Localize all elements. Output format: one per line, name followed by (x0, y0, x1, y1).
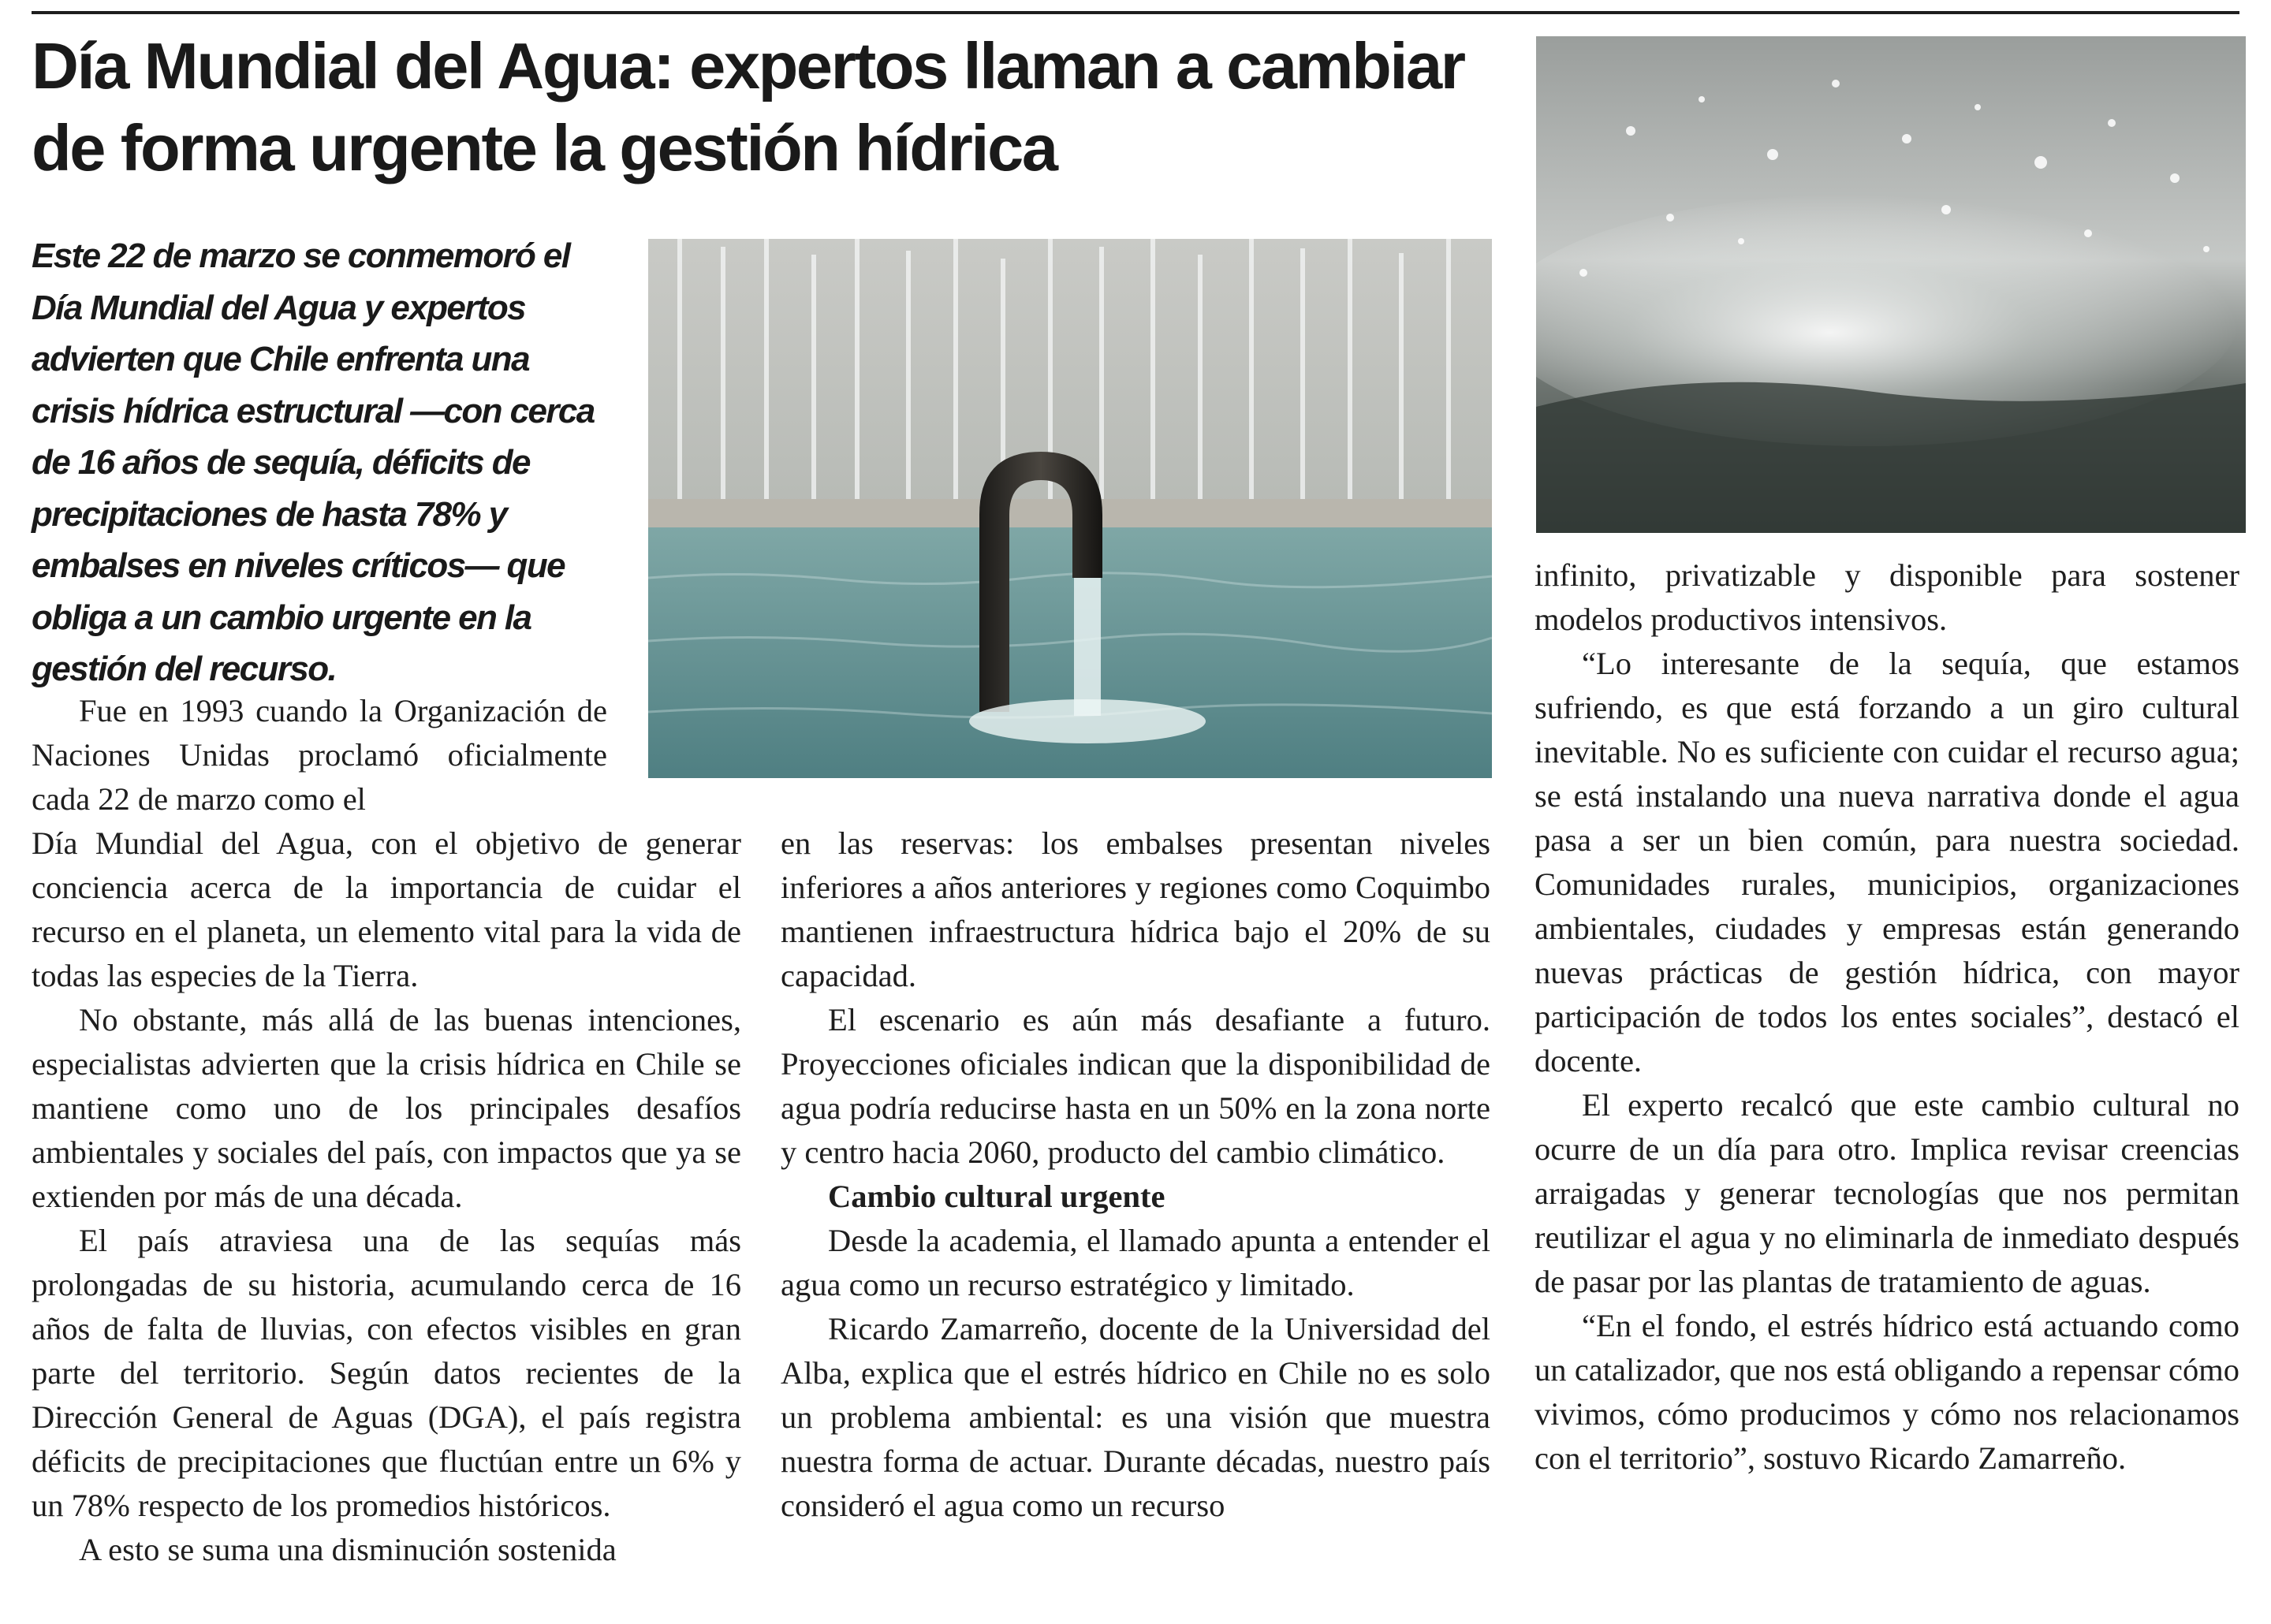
splash-photo (1536, 36, 2246, 533)
paragraph: Ricardo Zamarreño, docente de la Universidad del Alba, explica que el estrés hídrico en Chile no es solo un problema ambiental: es una visión que muestra nuestra forma de actuar. Durante décadas, nuestro país consideró el agua como un recurso (781, 1311, 1490, 1523)
paragraph: Desde la academia, el llamado apunta a entender el agua como un recurso estratégico y limitado. (781, 1223, 1490, 1302)
article-lead: Este 22 de marzo se conmemoró el Día Mundial del Agua y expertos advierten que Chile enfrenta una crisis hídrica estructural —con cerca de 16 años de sequía, déficits de precipitaciones de hasta 78% y embalses en niveles críticos— que obliga a un cambio urgente en la gestión del recurso. (32, 237, 595, 688)
article-headline: Día Mundial del Agua: expertos llaman a cambiar de forma urgente la gestión hídrica (32, 29, 1464, 184)
column-2 (781, 821, 1490, 1528)
paragraph: El escenario es aún más desafiante a futuro. Proyecciones oficiales indican que la disponibilidad de agua podría reducirse hasta en un 50% en la zona norte y centro hacia 2060, producto del cambio climático. (781, 1002, 1490, 1170)
column-1-intro (32, 689, 607, 821)
paragraph: infinito, privatizable y disponible para sostener modelos productivos intensivos. (1535, 557, 2239, 637)
paragraph: Día Mundial del Agua, con el objetivo de generar conciencia acerca de la importancia de cuidar el recurso en el planeta, un elemento vital para la vida de todas las especies de la Tierra. (32, 825, 741, 993)
paragraph: “Lo interesante de la sequía, que estamos sufriendo, es que está forzando a un giro cultural inevitable. No es suficiente con cuidar el recurso agua; se está instalando una nueva narrativa donde el agua pasa a ser un bien común, para nuestra sociedad. Comunidades rurales, municipios, organizaciones ambientales, ciudades y empresas están generando nuevas prácticas de gestión hídrica, con mayor participación de todos los entes sociales”, destacó el docente. (1535, 646, 2239, 1078)
header-rule (32, 11, 2239, 14)
paragraph: El experto recalcó que este cambio cultural no ocurre de un día para otro. Implica revisar creencias arraigadas y generar tecnologías que nos permitan reutilizar el agua y no eliminarla de inmediato después de pasar por las plantas de tratamiento de aguas. (1535, 1087, 2239, 1299)
paragraph: No obstante, más allá de las buenas intenciones, especialistas advierten que la crisis hídrica en Chile se mantiene como uno de los principales desafíos ambientales y sociales del país, con impactos que ya se extienden por más de una década. (32, 1002, 741, 1214)
column-3 (1535, 553, 2239, 1481)
section-subheading: Cambio cultural urgente (828, 1179, 1165, 1214)
fountain-photo (648, 239, 1492, 778)
paragraph: “En el fondo, el estrés hídrico está actuando como un catalizador, que nos está obligando a repensar cómo vivimos, cómo producimos y cómo nos relacionamos con el territorio”, sostuvo Ricardo Zamarreño. (1535, 1308, 2239, 1476)
paragraph: Fue en 1993 cuando la Organización de Naciones Unidas proclamó oficialmente cada 22 de marzo como el (32, 693, 607, 817)
column-1 (32, 821, 741, 1572)
paragraph: A esto se suma una disminución sostenida (79, 1532, 617, 1567)
paragraph: en las reservas: los embalses presentan niveles inferiores a años anteriores y regiones como Coquimbo mantienen infraestructura hídrica bajo el 20% de su capacidad. (781, 825, 1490, 993)
paragraph: El país atraviesa una de las sequías más prolongadas de su historia, acumulando cerca de 16 años de falta de lluvias, con efectos visibles en gran parte del territorio. Según datos recientes de la Dirección General de Aguas (DGA), el país registra déficits de precipitaciones que fluctúan entre un 6% y un 78% respecto de los promedios históricos. (32, 1223, 741, 1523)
